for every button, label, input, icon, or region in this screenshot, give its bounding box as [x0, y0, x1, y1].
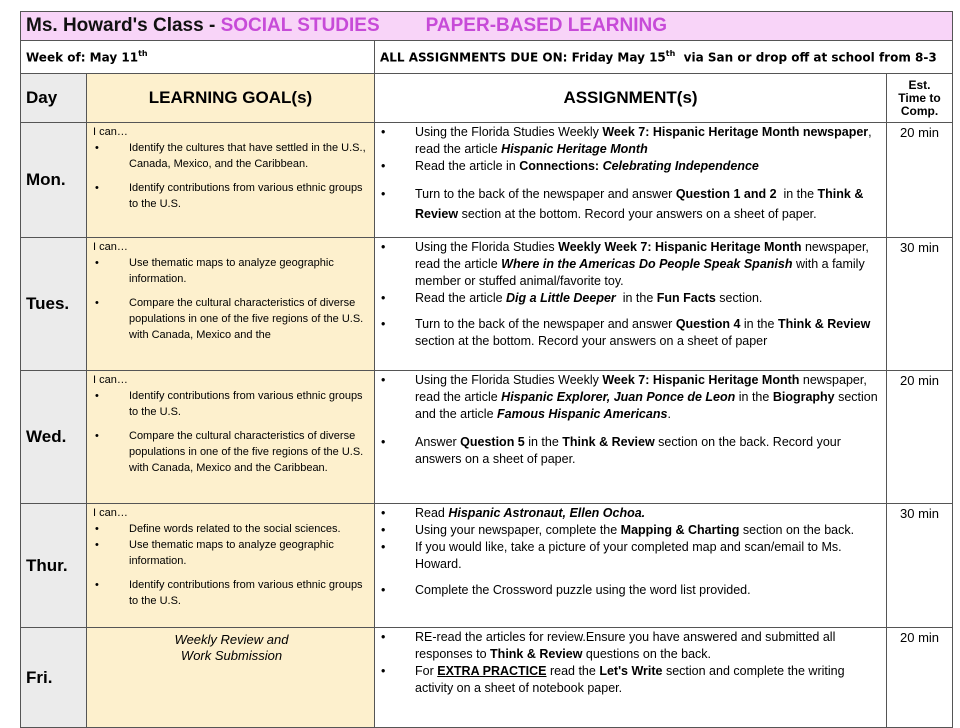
assignment-item: • Complete the Crossword puzzle using the word list provided.: [379, 582, 880, 599]
est-time: 20 min: [887, 371, 953, 504]
subject-name: SOCIAL STUDIES: [220, 15, 380, 36]
learning-goals: I can… • Identify the cultures that have settled in the U.S., Canada, Mexico, and the Caribbean. • Identify contributions from various ethnic groups to the U.S.: [87, 123, 375, 238]
learning-goals: I can… • Use thematic maps to analyze geographic information. • Compare the cultural characteristics of diverse populations in one of the five regions of the U.S. with Canada, Mexico and the: [87, 238, 375, 371]
assignment-item: • Turn to the back of the newspaper and answer Question 4 in the Think & Review section at the bottom. Record your answers on a sheet of paper: [379, 316, 880, 350]
teacher-name: Ms. Howard's Class -: [26, 15, 221, 36]
goal-item: • Identify contributions from various ethnic groups to the U.S.: [93, 180, 370, 212]
goal-item: • Compare the cultural characteristics of diverse populations in one of the five regions of the U.S. with Canada, Mexico and the: [93, 295, 370, 343]
assignment-item: • Read the article Dig a Little Deeper in the Fun Facts section.: [379, 290, 880, 307]
day-label: Fri.: [21, 628, 87, 728]
column-learning-goal: LEARNING GOAL(s): [87, 74, 375, 123]
day-label: Thur.: [21, 504, 87, 628]
goal-item: • Identify contributions from various ethnic groups to the U.S.: [93, 388, 370, 420]
day-label: Mon.: [21, 123, 87, 238]
assignment-item: • For EXTRA PRACTICE read the Let's Write section and complete the writing activity on a sheet of notebook paper.: [379, 663, 880, 697]
row-friday: [21, 628, 953, 728]
goal-item: • Identify contributions from various ethnic groups to the U.S.: [93, 577, 370, 609]
day-label: Wed.: [21, 371, 87, 504]
learning-goals: Weekly Review and Work Submission: [87, 628, 375, 728]
due-date: ALL ASSIGNMENTS DUE ON: Friday May 15th via San or drop off at school from 8-3: [375, 41, 953, 74]
est-time: 20 min: [887, 628, 953, 728]
est-time: 20 min: [887, 123, 953, 238]
row-monday: [21, 123, 953, 238]
column-est-time: Est. Time to Comp.: [887, 74, 953, 123]
row-wednesday: [21, 371, 953, 504]
goal-item: • Use thematic maps to analyze geographic information.: [93, 255, 370, 287]
week-of: Week of: May 11th: [21, 41, 375, 74]
day-label: Tues.: [21, 238, 87, 371]
weekly-schedule-table: [20, 11, 953, 728]
assignment-item: • Read Hispanic Astronaut, Ellen Ochoa.: [379, 505, 880, 522]
row-thursday: [21, 504, 953, 628]
assignments: [375, 238, 887, 371]
week-row: [21, 41, 953, 74]
goal-item: • Use thematic maps to analyze geographic information.: [93, 537, 370, 569]
column-day: Day: [21, 74, 87, 123]
assignments: [375, 628, 887, 728]
goal-item: • Identify the cultures that have settled in the U.S., Canada, Mexico, and the Caribbean.: [93, 140, 370, 172]
column-header-row: [21, 74, 953, 123]
est-time: 30 min: [887, 504, 953, 628]
assignment-item: • Read the article in Connections: Celebrating Independence: [379, 158, 880, 175]
assignments: [375, 123, 887, 238]
learning-mode: PAPER-BASED LEARNING: [425, 15, 668, 36]
assignment-item: • Using the Florida Studies Weekly Week 7: Hispanic Heritage Month newspaper, read the article Hispanic Heritage Month: [379, 124, 880, 158]
assignment-item: • If you would like, take a picture of your completed map and scan/email to Ms. Howard.: [379, 539, 880, 573]
assignment-item: • Using your newspaper, complete the Mapping & Charting section on the back.: [379, 522, 880, 539]
column-assignment: ASSIGNMENT(s): [375, 74, 887, 123]
lesson-plan-sheet: [20, 11, 952, 728]
assignments: [375, 504, 887, 628]
title-row: [21, 12, 953, 41]
page-title: [21, 12, 953, 41]
goal-item: • Define words related to the social sciences.: [93, 521, 370, 537]
est-time: 30 min: [887, 238, 953, 371]
learning-goals: I can… • Define words related to the social sciences. • Use thematic maps to analyze geographic information. • Identify contributions from various ethnic groups to the U.S.: [87, 504, 375, 628]
assignment-item: • Using the Florida Studies Weekly Week 7: Hispanic Heritage Month newspaper, read the article Hispanic Explorer, Juan Ponce de Leon in the Biography section and the article Famous Hispanic Americans.: [379, 372, 880, 423]
assignment-item: • Answer Question 5 in the Think & Review section on the back. Record your answers on a sheet of paper.: [379, 434, 880, 468]
assignment-item: • Turn to the back of the newspaper and answer Question 1 and 2 in the Think & Review section at the bottom. Record your answers on a sheet of paper.: [379, 184, 880, 224]
learning-goals: I can… • Identify contributions from various ethnic groups to the U.S. • Compare the cultural characteristics of diverse populations in one of the five regions of the U.S. with Canada, Mexico and the Caribbean.: [87, 371, 375, 504]
assignment-item: • RE-read the articles for review.Ensure you have answered and submitted all responses to Think & Review questions on the back.: [379, 629, 880, 663]
goal-item: • Compare the cultural characteristics of diverse populations in one of the five regions of the U.S. with Canada, Mexico and the Caribbean.: [93, 428, 370, 476]
assignments: [375, 371, 887, 504]
assignment-item: • Using the Florida Studies Weekly Week 7: Hispanic Heritage Month newspaper, read the article Where in the Americas Do People Speak Spanish with a family member or stuffed animal/favorite toy.: [379, 239, 880, 290]
row-tuesday: [21, 238, 953, 371]
